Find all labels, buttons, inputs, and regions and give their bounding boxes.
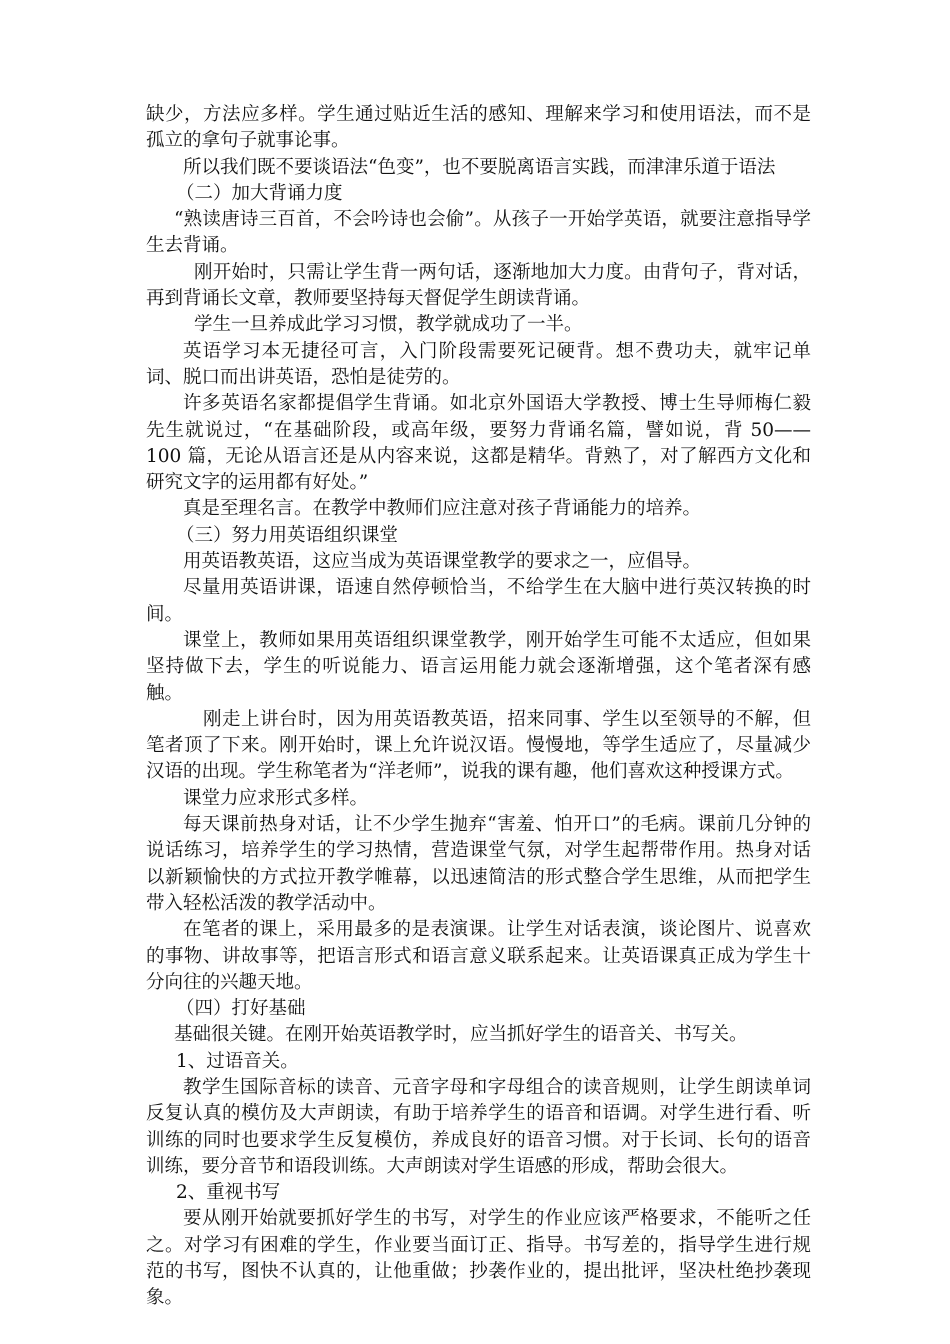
paragraph: 要从刚开始就要抓好学生的书写，对学生的作业应该严格要求，不能听之任之。对学习有困难的学生，作业要当面订正、指导。书写差的，指导学生进行规范的书写，图快不认真的，让他重做；抄袭作业的，提出批评，坚决杜绝抄袭现象。 bbox=[146, 1208, 811, 1309]
subsection-heading: 2、重视书写 bbox=[176, 1182, 281, 1204]
document-page bbox=[146, 102, 811, 1312]
subsection-heading: 1、过语音关。 bbox=[176, 1050, 299, 1072]
paragraph: 真是至理名言。在教学中教师们应注意对孩子背诵能力的培养。 bbox=[183, 498, 702, 520]
paragraph: 英语学习本无捷径可言，入门阶段需要死记硬背。想不费功夫，就牢记单词、脱口而出讲英语，恐怕是徒劳的。 bbox=[146, 340, 811, 388]
paragraph: 每天课前热身对话，让不少学生抛弃“害羞、怕开口”的毛病。课前几分钟的说话练习，培养学生的学习热情，营造课堂气氛，对学生起帮带作用。热身对话以新颖愉快的方式拉开教学帷幕，以迅速简洁的形式整合学生思维，从而把学生带入轻松活泼的教学活动中。 bbox=[146, 814, 811, 914]
paragraph: 基础很关键。在刚开始英语教学时，应当抓好学生的语音关、书写关。 bbox=[174, 1024, 748, 1046]
paragraph: 刚开始时，只需让学生背一两句话，逐渐地加大力度。由背句子，背对话，再到背诵长文章，教师要坚持每天督促学生朗读背诵。 bbox=[146, 261, 811, 310]
paragraph: 缺少，方法应多样。学生通过贴近生活的感知、理解来学习和使用语法，而不是孤立的拿句子就事论事。 bbox=[146, 104, 811, 152]
paragraph: 尽量用英语讲课，语速自然停顿恰当，不给学生在大脑中进行英汉转换的时间。 bbox=[146, 577, 811, 625]
paragraph: 刚走上讲台时，因为用英语教英语，招来同事、学生以至领导的不解，但笔者顶了下来。刚开始时，课上允许说汉语。慢慢地，等学生适应了，尽量减少汉语的出现。学生称笔者为“洋老师”，说我的课有趣，他们喜欢这种授课方式。 bbox=[146, 708, 811, 783]
section-heading: （三）努力用英语组织课堂 bbox=[176, 524, 399, 546]
section-heading: （四）打好基础 bbox=[176, 998, 306, 1020]
paragraph: 课堂力应求形式多样。 bbox=[183, 787, 369, 809]
paragraph: 用英语教英语，这应当成为英语课堂教学的要求之一，应倡导。 bbox=[183, 551, 702, 573]
paragraph: 课堂上，教师如果用英语组织课堂教学，刚开始学生可能不太适应，但如果坚持做下去，学生的听说能力、语言运用能力就会逐渐增强，这个笔者深有感触。 bbox=[146, 629, 811, 704]
paragraph: 教学生国际音标的读音、元音字母和字母组合的读音规则，让学生朗读单词反复认真的模仿及大声朗读，有助于培养学生的语音和语调。对学生进行看、听训练的同时也要求学生反复模仿，养成良好的语音习惯。对于长词、长句的语音训练，要分音节和语段训练。大声朗读对学生语感的形成，帮助会很大。 bbox=[146, 1076, 811, 1177]
paragraph: “熟读唐诗三百首，不会吟诗也会偷”。从孩子一开始学英语，就要注意指导学生去背诵。 bbox=[146, 209, 811, 257]
section-heading: （二）加大背诵力度 bbox=[176, 182, 343, 204]
paragraph: 所以我们既不要谈语法“色变”，也不要脱离语言实践，而津津乐道于语法 bbox=[183, 156, 776, 178]
paragraph: 在笔者的课上，采用最多的是表演课。让学生对话表演，谈论图片、说喜欢的事物、讲故事等，把语言形式和语言意义联系起来。让英语课真正成为学生十分向往的兴趣天地。 bbox=[146, 919, 811, 993]
paragraph: 学生一旦养成此学习习惯，教学就成功了一半。 bbox=[194, 314, 583, 336]
paragraph: 许多英语名家都提倡学生背诵。如北京外国语大学教授、博士生导师梅仁毅先生就说过，“在基础阶段，或高年级，要努力背诵名篇，譬如说，背 50——100 篇，无论从语言还是从内容来说，这都是精华。背熟了，对了解西方文化和研究文字的运用都有好处。” bbox=[146, 393, 811, 494]
